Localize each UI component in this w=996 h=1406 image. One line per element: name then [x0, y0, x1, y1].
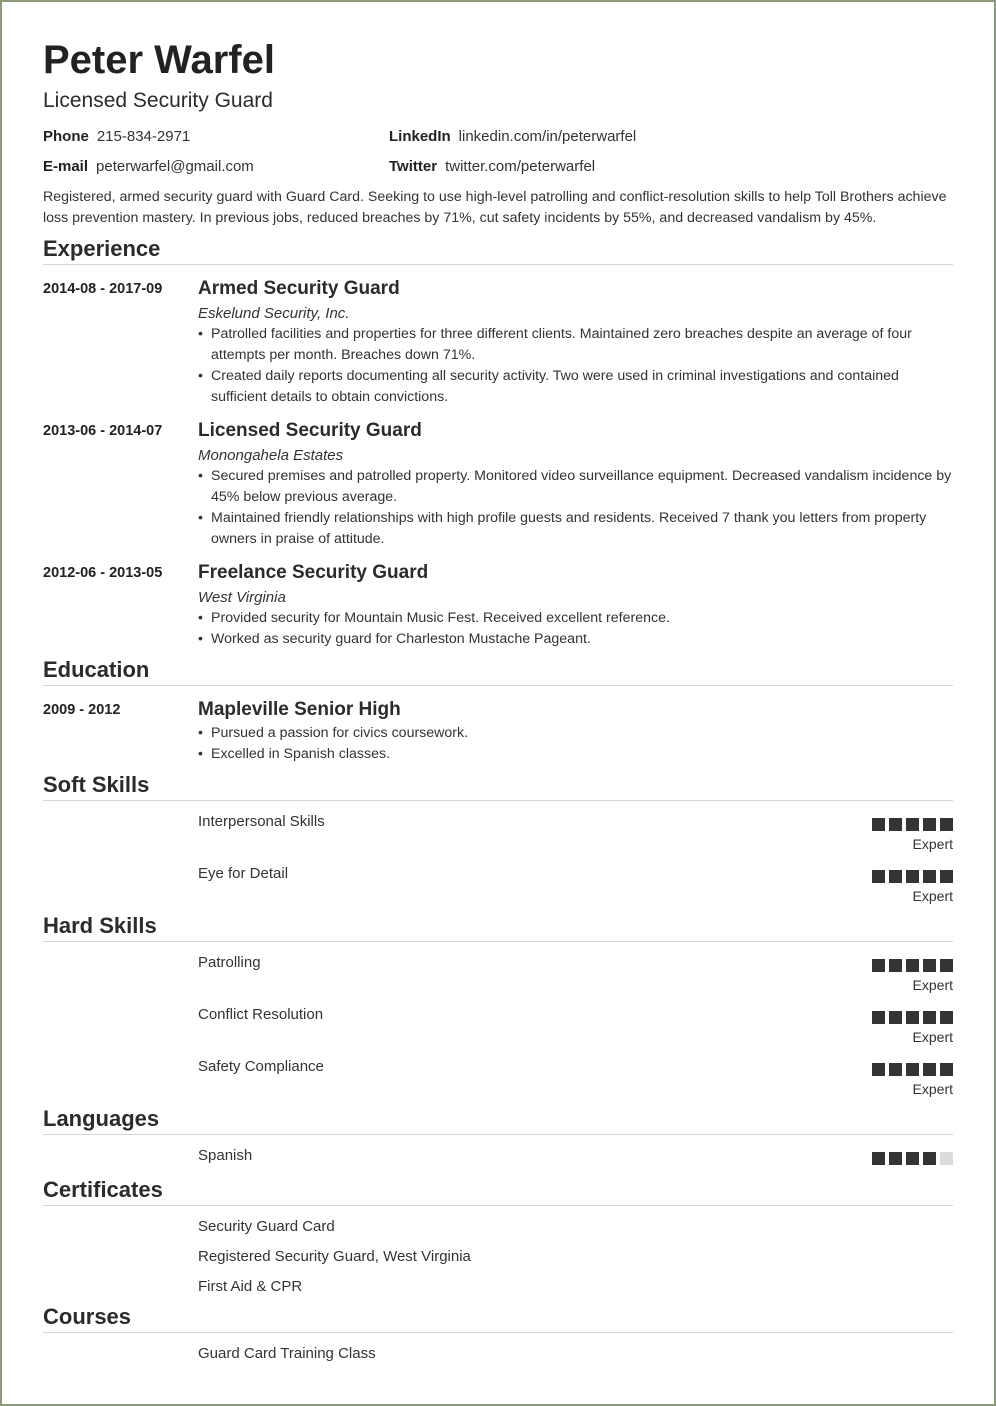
job-role: Freelance Security Guard: [198, 562, 429, 583]
rating-square-filled: [923, 818, 936, 831]
rating-square-filled: [872, 1011, 885, 1024]
rating-square-filled: [940, 1011, 953, 1024]
job-role: Armed Security Guard: [198, 278, 400, 299]
linkedin-link[interactable]: linkedin.com/in/peterwarfel: [458, 128, 637, 145]
rating-square-filled: [940, 1063, 953, 1076]
rating-square-filled: [906, 870, 919, 883]
bullet-item: • Created daily reports documenting all security activity. Two were used in criminal investigations and contained sufficient details to obtain convictions.: [198, 368, 899, 405]
rating-square-filled: [940, 959, 953, 972]
soft-skills-heading: Soft Skills: [43, 772, 953, 801]
bullet-item: • Pursued a passion for civics coursework.: [198, 725, 469, 741]
certificate-item: Security Guard Card: [198, 1218, 335, 1235]
rating-square-filled: [872, 1063, 885, 1076]
job-org: West Virginia: [198, 589, 286, 606]
skill-rating: [872, 959, 953, 972]
twitter-label: Twitter: [389, 158, 438, 175]
rating-square-filled: [906, 1152, 919, 1165]
job-dates: 2012-06 - 2013-05: [43, 565, 163, 581]
twitter-row: [389, 158, 595, 175]
rating-square-filled: [923, 1152, 936, 1165]
skill-name: Interpersonal Skills: [198, 813, 325, 830]
rating-square-filled: [889, 1152, 902, 1165]
bullet-item: • Patrolled facilities and properties for three different clients. Maintained zero breaches despite an average of four attempts per month. Breaches down 71%.: [198, 326, 912, 363]
rating-square-filled: [889, 818, 902, 831]
rating-square-filled: [906, 1011, 919, 1024]
hard-skills-heading: Hard Skills: [43, 913, 953, 942]
rating-square-filled: [940, 818, 953, 831]
job-dates: 2014-08 - 2017-09: [43, 281, 163, 297]
certificates-heading: Certificates: [43, 1177, 953, 1206]
language-rating: [872, 1152, 953, 1165]
skill-rating: [872, 1011, 953, 1024]
rating-square-filled: [923, 870, 936, 883]
phone-row: [43, 128, 190, 145]
languages-heading: Languages: [43, 1106, 953, 1135]
rating-square-filled: [889, 870, 902, 883]
course-item: Guard Card Training Class: [198, 1345, 376, 1362]
candidate-title: Licensed Security Guard: [43, 89, 273, 112]
rating-square-filled: [872, 1152, 885, 1165]
job-dates: 2013-06 - 2014-07: [43, 423, 163, 439]
twitter-link[interactable]: twitter.com/peterwarfel: [445, 158, 596, 175]
rating-square-filled: [923, 1063, 936, 1076]
certificate-item: Registered Security Guard, West Virginia: [198, 1248, 471, 1265]
job-role: Licensed Security Guard: [198, 420, 422, 441]
bullet-item: • Provided security for Mountain Music Fest. Received excellent reference.: [198, 610, 670, 626]
bullet-item: • Secured premises and patrolled property. Monitored video surveillance equipment. Decreased vandalism incidence by 45% below previous average.: [198, 468, 952, 505]
rating-square-filled: [906, 1063, 919, 1076]
rating-square-filled: [872, 870, 885, 883]
skill-name: Eye for Detail: [198, 865, 289, 882]
skill-rating: [872, 870, 953, 883]
summary-text: Registered, armed security guard with Guard Card. Seeking to use high-level patrolling and conflict-resolution skills to help Toll Brothers achieve loss prevention mastery. In previous jobs, reduced breaches by 71%, cut safety incidents by 55%, and decreased vandalism by 45%.: [43, 189, 947, 226]
skill-level: Expert: [912, 888, 953, 904]
job-bullets: [198, 608, 953, 650]
bullet-item: • Maintained friendly relationships with high profile guests and residents. Received 7 thank you letters from property owners in praise of attitude.: [198, 510, 927, 547]
job-org: Eskelund Security, Inc.: [198, 305, 350, 322]
linkedin-label: LinkedIn: [389, 128, 451, 145]
education-bullets: [198, 723, 953, 765]
rating-square-filled: [872, 818, 885, 831]
job-bullets: [198, 466, 953, 550]
school-name: Mapleville Senior High: [198, 699, 401, 720]
rating-square-filled: [906, 959, 919, 972]
skill-rating: [872, 818, 953, 831]
rating-square-filled: [923, 959, 936, 972]
bullet-item: • Excelled in Spanish classes.: [198, 746, 391, 762]
skill-name: Safety Compliance: [198, 1058, 324, 1075]
experience-heading: Experience: [43, 236, 953, 265]
rating-square-filled: [923, 1011, 936, 1024]
job-bullets: [198, 324, 953, 408]
rating-square-filled: [872, 959, 885, 972]
candidate-name: Peter Warfel: [43, 38, 275, 82]
skill-level: Expert: [912, 1029, 953, 1045]
rating-square-filled: [889, 959, 902, 972]
certificate-item: First Aid & CPR: [198, 1278, 303, 1295]
language-name: Spanish: [198, 1147, 253, 1164]
rating-square-filled: [940, 870, 953, 883]
education-heading: Education: [43, 657, 953, 686]
phone-value[interactable]: 215-834-2971: [96, 128, 191, 145]
email-row: [43, 158, 254, 175]
skill-rating: [872, 1063, 953, 1076]
courses-heading: Courses: [43, 1304, 953, 1333]
linkedin-row: [389, 128, 636, 145]
rating-square-filled: [889, 1063, 902, 1076]
skill-level: Expert: [912, 977, 953, 993]
skill-name: Conflict Resolution: [198, 1006, 324, 1023]
job-org: Monongahela Estates: [198, 447, 344, 464]
bullet-item: • Worked as security guard for Charleston Mustache Pageant.: [198, 631, 591, 647]
email-link[interactable]: peterwarfel@gmail.com: [96, 158, 254, 175]
rating-square-filled: [889, 1011, 902, 1024]
skill-level: Expert: [912, 1081, 953, 1097]
phone-label: Phone: [43, 128, 89, 145]
education-dates: 2009 - 2012: [43, 702, 121, 718]
rating-square-filled: [906, 818, 919, 831]
email-label: E-mail: [43, 158, 89, 175]
skill-level: Expert: [912, 836, 953, 852]
skill-name: Patrolling: [198, 954, 261, 971]
rating-square-empty: [940, 1152, 953, 1165]
